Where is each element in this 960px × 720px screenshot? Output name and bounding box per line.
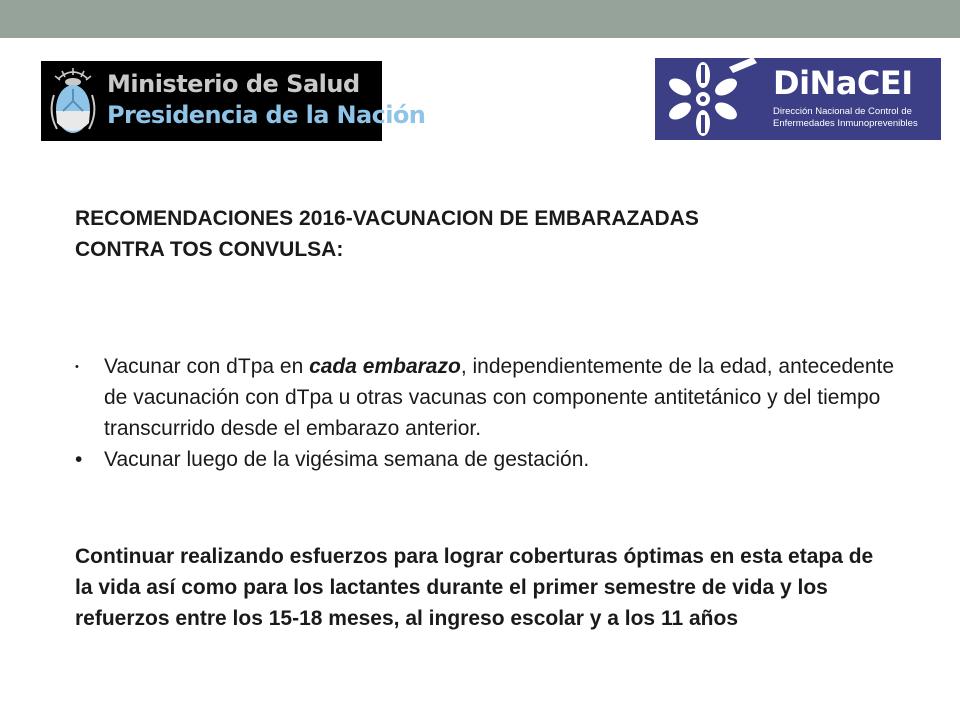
- argentina-coat-of-arms-icon: [45, 65, 101, 137]
- dinacei-flower-icon: [663, 61, 743, 137]
- heading-line-2: CONTRA TOS CONVULSA:: [75, 238, 344, 261]
- heading-line-1: RECOMENDACIONES 2016-VACUNACION DE EMBARAZADAS: [75, 207, 699, 230]
- bullet-marker: •: [75, 361, 79, 373]
- bullet-text: Vacunar luego de la vigésima semana de gestación.: [104, 448, 590, 471]
- bullet-text-after: , independientemente de la edad, antecedente de vacunación con dTpa u otras vacunas con componente antitetánico y del tiempo transcurrido desde el embarazo anterior.: [104, 355, 895, 440]
- list-item: [75, 351, 895, 444]
- ministerio-de-salud-logo: [41, 61, 426, 141]
- dinacei-subtitle-line-2: Enfermedades Inmunoprevenibles: [773, 118, 918, 129]
- dinacei-subtitle: [773, 106, 918, 130]
- ministerio-line-2: Presidencia de la Nación: [107, 101, 426, 129]
- recommendations-heading: [75, 203, 895, 265]
- closing-paragraph: Continuar realizando esfuerzos para lograr coberturas óptimas en esta etapa de la vida así como para los lactantes durante el primer semestre de vida y los refuerzos entre los 15-18 meses, al ingreso escolar y a los 11 años: [75, 545, 874, 630]
- list-item: [75, 444, 895, 475]
- bullet-marker: •: [75, 448, 83, 471]
- ministerio-line-1: Ministerio de Salud: [107, 70, 360, 98]
- top-accent-bar: [0, 0, 960, 38]
- recommendation-list: [75, 351, 895, 475]
- bullet-text-before: Vacunar con dTpa en: [104, 355, 310, 378]
- dinacei-logo: [655, 58, 941, 140]
- bullet-emphasis: cada embarazo: [309, 355, 461, 378]
- dinacei-subtitle-line-1: Dirección Nacional de Control de: [773, 106, 912, 117]
- dinacei-brand-name: DiNaCEI: [773, 64, 913, 102]
